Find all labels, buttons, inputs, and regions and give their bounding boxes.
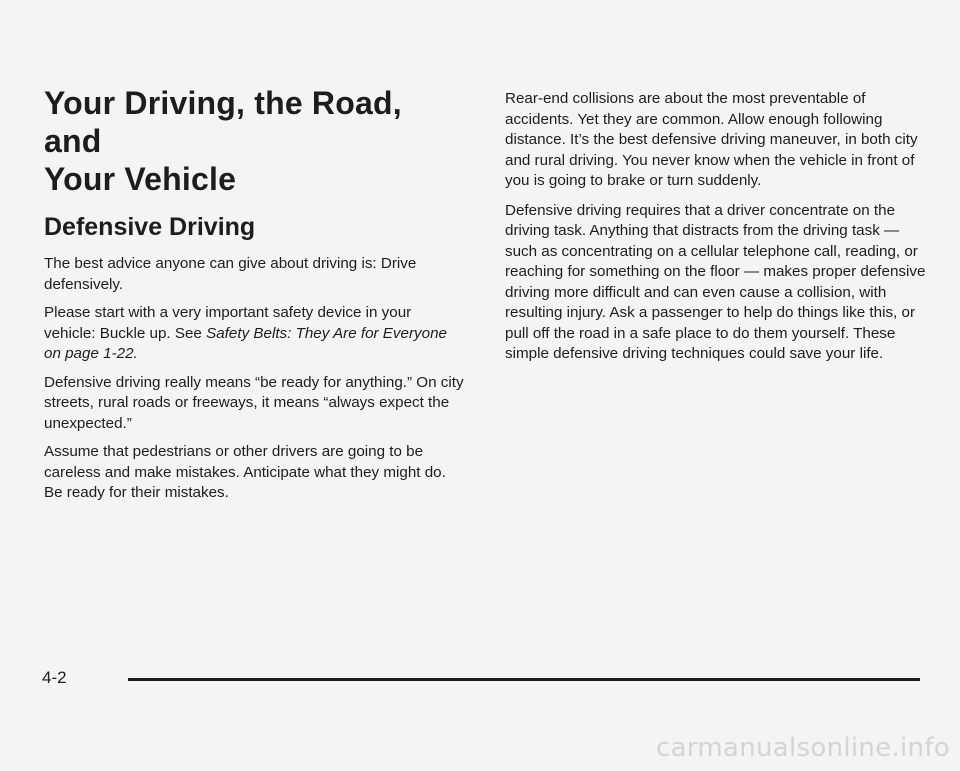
chapter-title-line-1: Your Driving, the Road, and (44, 85, 402, 159)
watermark: carmanualsonline.info (655, 733, 950, 763)
footer-rule (128, 678, 920, 681)
safety-belts-reference: Safety Belts: They Are for Everyone on page 1-22. (44, 324, 447, 362)
paragraph-drive-defensively: The best advice anyone can give about driving is: Drive defensively. (44, 255, 417, 293)
buckle-up-text: Please start with a very important safety device in your vehicle: Buckle up. See (44, 304, 412, 342)
paragraph-pedestrians: Assume that pedestrians or other drivers are going to be careless and make mistakes. Anticipate what they might do. Be ready for their mistakes. (44, 443, 446, 501)
paragraph-rear-end-collisions: Rear-end collisions are about the most preventable of accidents. Yet they are common. Allow enough following distance. It’s the best defensive driving maneuver, in both city and rural driving. You never know when the vehicle in front of you is going to brake or turn suddenly. (505, 90, 918, 189)
right-column (505, 89, 930, 374)
left-column (44, 84, 464, 512)
chapter-title-line-2: Your Vehicle (44, 161, 237, 197)
section-title: Defensive Driving (44, 213, 256, 241)
page-number: 4-2 (42, 668, 67, 687)
paragraph-concentrate: Defensive driving requires that a driver concentrate on the driving task. Anything that distracts from the driving task — such as concentrating on a cellular telephone call, reading, or reaching for something on the floor — makes proper defensive driving more difficult and can even cause a collision, with resulting injury. Ask a passenger to help do things like this, or pull off the road in a safe place to do them yourself. These simple defensive driving techniques could save your life. (505, 201, 926, 362)
paragraph-be-ready: Defensive driving really means “be ready for anything.” On city streets, rural roads or freeways, it means “always expect the unexpected.” (44, 373, 464, 432)
paragraph-buckle-up (44, 303, 464, 365)
chapter-title (44, 84, 464, 198)
